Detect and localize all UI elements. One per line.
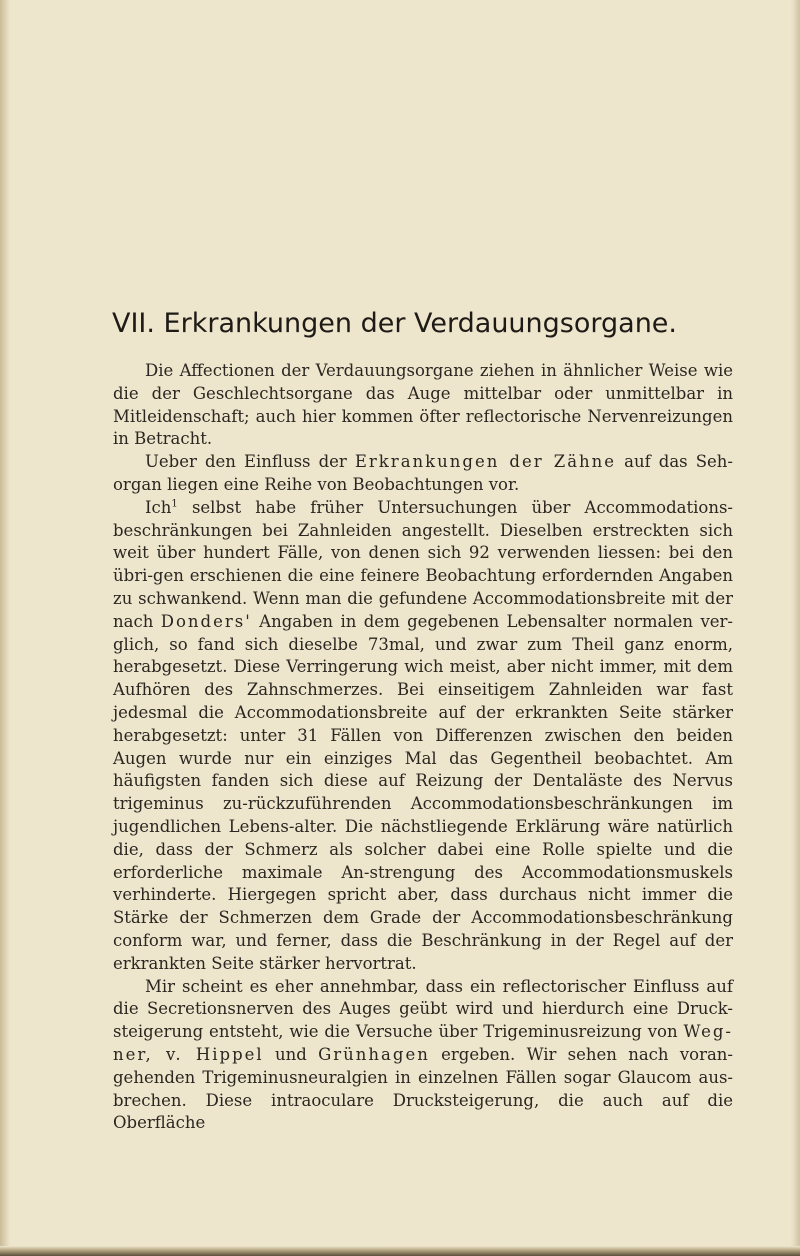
page-edge-right (790, 0, 800, 1256)
emphasized-text: Weg-ner, v. Hippel (113, 1022, 733, 1064)
text-segment: Die Affectionen der Verdauungsorgane ziehen in ähnlicher Weise wie die der Geschlechtsorgane das Auge mittelbar oder unmittelbar in Mitleidenschaft; auch hier kommen öfter reflectorische Nervenreizungen in Betracht. (113, 361, 733, 449)
text-segment: Angaben in dem gegebenen Lebensalter normalen ver-glich, so fand sich dieselbe 73mal, und zwar zum Theil ganz enorm, herabgesetzt. Diese Verringerung wich meist, aber nicht immer, mit dem Aufhören des Zahnschmerzes. Bei einseitigem Zahnleiden war fast jedesmal die Accommodationsbreite auf der erkrankten Seite stärker herabgesetzt: unter 31 Fällen von Differenzen zwischen den beiden Augen wurde nur ein einziges Mal das Gegentheil beobachtet. Am häufigsten fanden sich diese auf Reizung der Dentaläste des Nervus trigeminus zu-rückzuführenden Accommodationsbeschränkungen im jugendlichen Lebens-alter. Die nächstliegende Erklärung wäre natürlich die, dass der Schmerz als solcher dabei eine Rolle spielte und die erforderliche maximale An-strengung des Accommodationsmuskels verhinderte. Hiergegen spricht aber, dass durchaus nicht immer die Stärke der Schmerzen dem Grade der Accommodationsbeschränkung conform war, und ferner, dass die Beschränkung in der Regel auf der erkrankten Seite stärker hervortrat. (113, 611, 733, 973)
text-segment: auf das Seh-organ liegen eine Reihe von Beobachtungen vor. (113, 452, 733, 494)
text-segment: Ich (145, 497, 172, 517)
text-segment: ergeben. Wir sehen nach voran-gehenden Trigeminusneuralgien in einzelnen Fällen sogar Glaucom aus-brechen. Diese intraoculare Drucksteigerung, die auch auf die Oberfläche (113, 1044, 733, 1133)
text-segment: Mir scheint es eher annehmbar, dass ein reflectorischer Einfluss auf die Secretionsnerven des Auges geübt wird und hierdurch eine Druck-steigerung entsteht, wie die Versuche über Trigeminusreizung von (113, 976, 733, 1042)
text-segment: Ueber den Einfluss der (145, 452, 355, 472)
body-text (113, 360, 733, 1135)
chapter-heading: VII. Erkrankungen der Verdauungsorgane. (112, 308, 677, 339)
paragraph (113, 497, 733, 976)
emphasized-text: Donders' (160, 611, 252, 631)
paragraph (113, 360, 733, 451)
text-segment: und (263, 1044, 319, 1064)
emphasized-text: Grünhagen (318, 1044, 430, 1064)
page-edge-bottom (0, 1246, 800, 1256)
footnote-marker[interactable]: 1 (171, 498, 178, 510)
paragraph (113, 976, 733, 1136)
emphasized-text: Erkrankungen der Zähne (354, 452, 617, 472)
page-edge-left (0, 0, 10, 1256)
paragraph (113, 451, 733, 497)
text-segment: selbst habe früher Untersuchungen über Accommodations-beschränkungen bei Zahnleiden angestellt. Dieselben erstreckten sich weit über hundert Fälle, von denen sich 92 verwenden liessen: bei den übri-gen erschienen die eine feinere Beobachtung erfordernden Angaben zu schwankend. Wenn man die gefundene Accommodationsbreite mit der nach (113, 497, 733, 631)
